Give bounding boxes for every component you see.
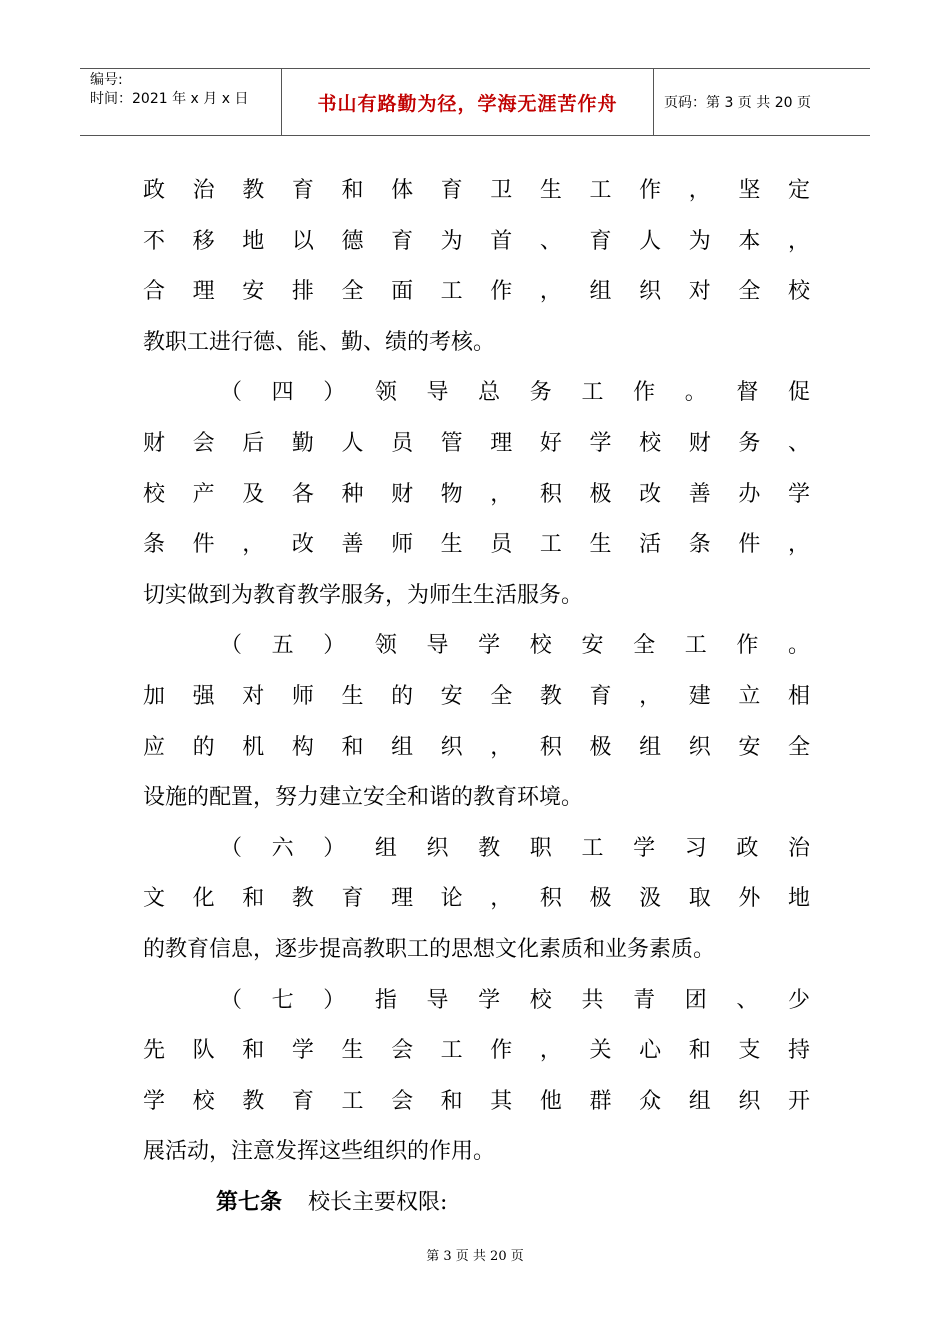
document-number-label: 编号: — [90, 72, 123, 88]
page-header — [80, 68, 870, 136]
body-line: 教职工进行德、能、勤、绩的考核。 — [143, 329, 496, 355]
body-line: 合理安排全面工作，组织对全校 — [143, 279, 810, 305]
body-line: 校产及各种财物，积极改善办学 — [143, 481, 810, 507]
header-motto: 书山有路勤为径，学海无涯苦作舟 — [282, 69, 654, 135]
header-page-info: 页码：第 3 页 共 20 页 — [664, 95, 811, 111]
body-line: 加强对师生的安全教育，建立相 — [143, 683, 810, 709]
body-line: 政治教育和体育卫生工作，坚定 — [143, 178, 810, 203]
body-line: 切实做到为教育教学服务，为师生生活服务。 — [143, 582, 584, 608]
header-meta — [80, 69, 282, 135]
body-line: 学校教育工会和其他群众组织开 — [143, 1088, 810, 1114]
body-line: （七）指导学校共青团、少 — [220, 987, 810, 1013]
body-line: （五）领导学校安全工作。 — [220, 633, 810, 659]
document-body — [143, 166, 810, 1178]
article-heading — [216, 1178, 447, 1228]
body-line: 展活动，注意发挥这些组织的作用。 — [143, 1139, 496, 1165]
body-line: 应的机构和组织，积极组织安全 — [143, 734, 810, 760]
body-line: 文化和教育理论，积极汲取外地 — [143, 886, 810, 912]
body-line: 设施的配置，努力建立安全和谐的教育环境。 — [143, 785, 584, 811]
body-line: （四）领导总务工作。督促 — [220, 380, 810, 406]
page-footer: 第 3 页 共 20 页 — [426, 1249, 524, 1264]
body-line: （六）组织教职工学习政治 — [220, 835, 810, 861]
document-date: 时间：2021 年 x 月 x 日 — [90, 91, 249, 107]
body-line: 先队和学生会工作，关心和支持 — [143, 1038, 810, 1064]
body-line: 的教育信息，逐步提高教职工的思想文化素质和业务素质。 — [143, 936, 716, 962]
body-line: 财会后勤人员管理好学校财务、 — [143, 430, 810, 456]
article-title: 校长主要权限: — [308, 1190, 448, 1215]
body-line: 不移地以德育为首、育人为本， — [143, 228, 810, 254]
body-line: 条件，改善师生员工生活条件， — [143, 532, 810, 558]
article-number: 第七条 — [216, 1190, 283, 1215]
